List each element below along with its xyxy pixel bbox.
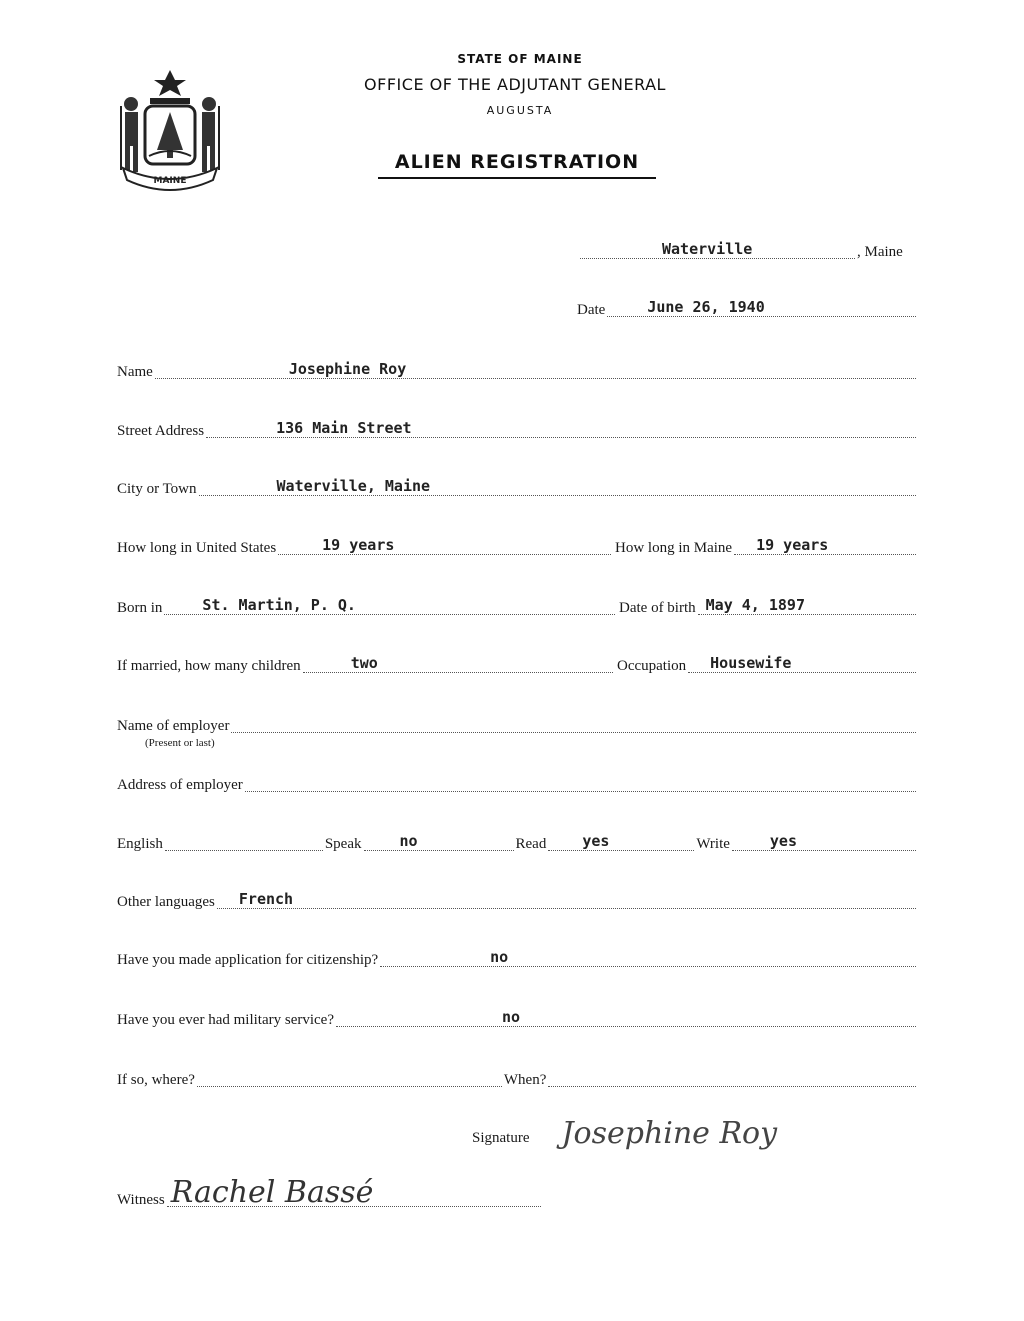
street-value: 136 Main Street: [276, 419, 412, 437]
employer-field: [117, 718, 918, 737]
children-field: [117, 654, 615, 677]
english-label: English: [117, 836, 163, 852]
date-field: [577, 298, 918, 321]
military-label: Have you ever had military service?: [117, 1012, 334, 1028]
place-field: [578, 240, 918, 263]
citizenship-label: Have you made application for citizenship?: [117, 952, 379, 968]
dob-value: May 4, 1897: [705, 596, 805, 614]
city-heading: AUGUSTA: [486, 104, 554, 117]
citizenship-field: [117, 948, 918, 971]
employer-address-label: Address of employer: [117, 777, 243, 793]
born-field: [117, 596, 617, 619]
signature-field: [472, 1116, 918, 1151]
maine-time-label: How long in Maine: [615, 540, 733, 556]
witness-field: [117, 1175, 543, 1211]
office-heading: OFFICE OF THE ADJUTANT GENERAL: [364, 75, 666, 94]
born-value: St. Martin, P. Q.: [202, 596, 356, 614]
maine-time-field: [615, 536, 918, 559]
other-languages-label: Other languages: [117, 894, 215, 910]
when-label: When?: [503, 1072, 547, 1088]
us-time-label: How long in United States: [117, 540, 277, 556]
children-label: If married, how many children: [117, 658, 301, 674]
state-seal-icon: [115, 66, 225, 192]
city-label: City or Town: [117, 481, 197, 497]
signature-handwriting: Josephine Roy: [561, 1116, 778, 1151]
employer-sublabel: (Present or last): [145, 737, 215, 749]
english-field: [117, 832, 918, 855]
date-value: June 26, 1940: [647, 298, 765, 316]
occupation-label: Occupation: [617, 658, 687, 674]
city-field: [117, 477, 918, 500]
speak-label: Speak: [324, 836, 362, 852]
witness-label: Witness: [117, 1192, 165, 1208]
other-languages-field: [117, 890, 918, 913]
signature-label: Signature: [472, 1130, 530, 1146]
dob-field: [619, 596, 918, 619]
read-value: yes: [582, 832, 610, 850]
place-suffix: , Maine: [857, 244, 903, 260]
street-field: [117, 419, 918, 442]
dob-label: Date of birth: [619, 600, 696, 616]
employer-label: Name of employer: [117, 718, 230, 734]
citizenship-value: no: [490, 948, 509, 966]
seal-label: MAINE: [153, 176, 187, 186]
name-value: Josephine Roy: [288, 360, 407, 378]
city-value: Waterville, Maine: [276, 477, 431, 495]
form-title: ALIEN REGISTRATION: [378, 151, 656, 179]
military-value: no: [502, 1008, 521, 1026]
occupation-value: Housewife: [710, 654, 792, 672]
speak-value: no: [399, 832, 418, 850]
us-time-value: 19 years: [322, 536, 395, 554]
street-label: Street Address: [117, 423, 205, 439]
where-label: If so, where?: [117, 1072, 195, 1088]
maine-time-value: 19 years: [756, 536, 829, 554]
where-when-field: [117, 1072, 918, 1091]
write-value: yes: [769, 832, 797, 850]
name-label: Name: [117, 364, 153, 380]
employer-address-field: [117, 777, 918, 796]
occupation-field: [617, 654, 918, 677]
read-label: Read: [515, 836, 547, 852]
us-time-field: [117, 536, 613, 559]
write-label: Write: [696, 836, 730, 852]
state-heading: STATE OF MAINE: [457, 52, 583, 66]
other-languages-value: French: [238, 890, 294, 908]
military-field: [117, 1008, 918, 1031]
children-value: two: [350, 654, 378, 672]
witness-handwriting: Rachel Bassé: [170, 1175, 374, 1210]
place-value: Waterville: [662, 240, 753, 258]
born-label: Born in: [117, 600, 163, 616]
name-field: [117, 360, 918, 383]
date-label: Date: [577, 302, 606, 318]
